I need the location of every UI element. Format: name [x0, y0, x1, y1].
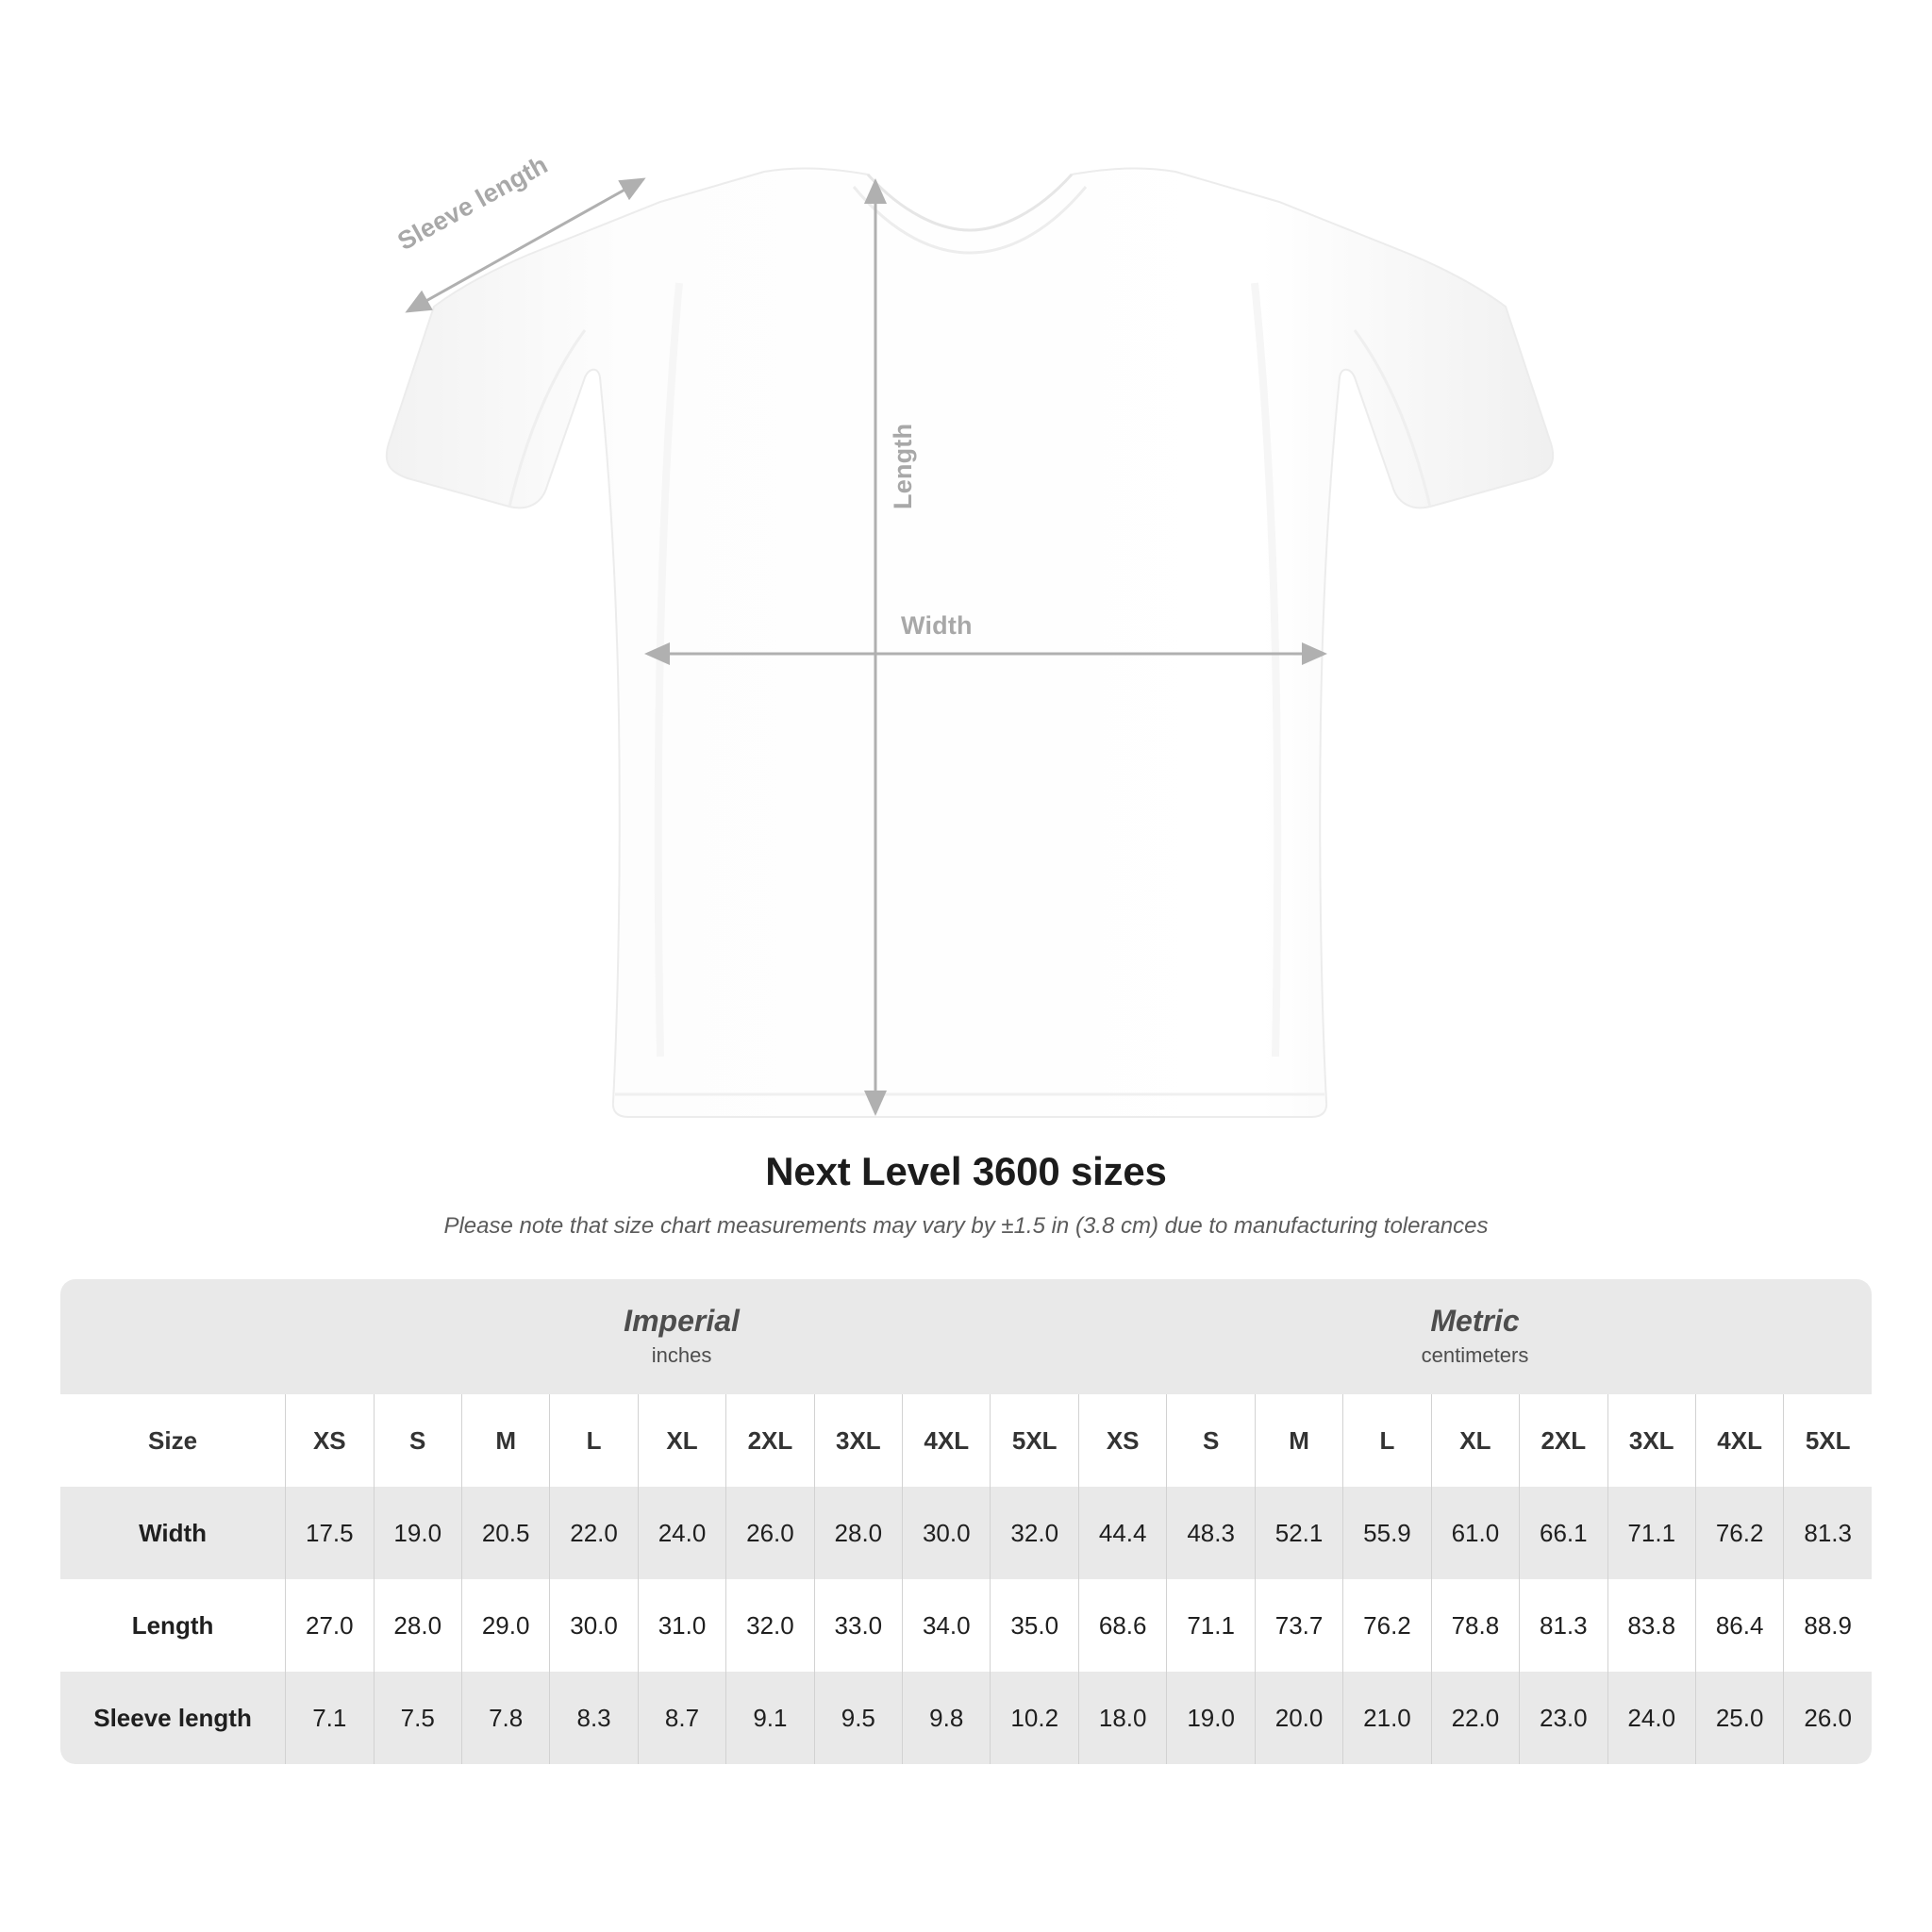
- cell-width: 44.4: [1078, 1487, 1166, 1579]
- tshirt-body: [387, 168, 1553, 1117]
- col-header-cell: 5XL: [990, 1394, 1078, 1487]
- cell-sleeve-length: 20.0: [1255, 1672, 1342, 1764]
- tshirt-shape: [387, 168, 1553, 1117]
- cell-length: 32.0: [725, 1579, 813, 1672]
- size-table: [60, 1279, 1872, 1764]
- table-row: [60, 1487, 1872, 1579]
- cell-sleeve-length: 10.2: [990, 1672, 1078, 1764]
- cell-width: 52.1: [1255, 1487, 1342, 1579]
- col-header-cell: L: [1342, 1394, 1430, 1487]
- cell-length: 78.8: [1431, 1579, 1519, 1672]
- col-header-cell: 3XL: [1607, 1394, 1695, 1487]
- cell-width: 48.3: [1166, 1487, 1254, 1579]
- cell-sleeve-length: 23.0: [1519, 1672, 1607, 1764]
- row-header-size: Size: [60, 1394, 285, 1487]
- cell-width: 28.0: [814, 1487, 902, 1579]
- cell-width: 32.0: [990, 1487, 1078, 1579]
- table-row: [60, 1579, 1872, 1672]
- col-header-cell: S: [374, 1394, 461, 1487]
- cell-sleeve-length: 7.5: [374, 1672, 461, 1764]
- cell-sleeve-length: 9.5: [814, 1672, 902, 1764]
- cell-sleeve-length: 7.1: [285, 1672, 373, 1764]
- cell-length: 76.2: [1342, 1579, 1430, 1672]
- unit-group-imperial-name: Imperial: [624, 1303, 740, 1338]
- cell-width: 20.5: [461, 1487, 549, 1579]
- sleeve-length-label: Sleeve length: [392, 150, 553, 257]
- cell-sleeve-length: 18.0: [1078, 1672, 1166, 1764]
- cell-length: 68.6: [1078, 1579, 1166, 1672]
- size-table-wrap: [60, 1279, 1872, 1764]
- unit-header-row: [60, 1279, 1872, 1394]
- cell-sleeve-length: 19.0: [1166, 1672, 1254, 1764]
- cell-length: 27.0: [285, 1579, 373, 1672]
- col-header-cell: L: [549, 1394, 637, 1487]
- col-header-cell: XS: [285, 1394, 373, 1487]
- cell-width: 66.1: [1519, 1487, 1607, 1579]
- unit-group-metric-name: Metric: [1430, 1303, 1520, 1338]
- cell-sleeve-length: 8.3: [549, 1672, 637, 1764]
- size-header-row: [60, 1394, 1872, 1487]
- cell-width: 71.1: [1607, 1487, 1695, 1579]
- cell-width: 55.9: [1342, 1487, 1430, 1579]
- cell-length: 30.0: [549, 1579, 637, 1672]
- cell-length: 31.0: [638, 1579, 725, 1672]
- cell-width: 17.5: [285, 1487, 373, 1579]
- unit-header-corner: [60, 1279, 285, 1394]
- cell-length: 73.7: [1255, 1579, 1342, 1672]
- cell-sleeve-length: 9.1: [725, 1672, 813, 1764]
- col-header-cell: 3XL: [814, 1394, 902, 1487]
- col-header-cell: XL: [638, 1394, 725, 1487]
- row-label-width: Width: [60, 1487, 285, 1579]
- cell-sleeve-length: 7.8: [461, 1672, 549, 1764]
- cell-sleeve-length: 22.0: [1431, 1672, 1519, 1764]
- cell-width: 76.2: [1695, 1487, 1783, 1579]
- length-label: Length: [889, 423, 917, 509]
- col-header-cell: XS: [1078, 1394, 1166, 1487]
- cell-length: 35.0: [990, 1579, 1078, 1672]
- col-header-cell: M: [461, 1394, 549, 1487]
- row-label-length: Length: [60, 1579, 285, 1672]
- cell-length: 71.1: [1166, 1579, 1254, 1672]
- cell-width: 24.0: [638, 1487, 725, 1579]
- cell-length: 33.0: [814, 1579, 902, 1672]
- cell-sleeve-length: 21.0: [1342, 1672, 1430, 1764]
- col-header-cell: 4XL: [1695, 1394, 1783, 1487]
- cell-sleeve-length: 9.8: [902, 1672, 990, 1764]
- cell-width: 26.0: [725, 1487, 813, 1579]
- col-header-cell: 2XL: [1519, 1394, 1607, 1487]
- cell-length: 34.0: [902, 1579, 990, 1672]
- row-label-sleeve-length: Sleeve length: [60, 1672, 285, 1764]
- cell-sleeve-length: 8.7: [638, 1672, 725, 1764]
- cell-length: 88.9: [1783, 1579, 1872, 1672]
- cell-length: 28.0: [374, 1579, 461, 1672]
- col-header-cell: 4XL: [902, 1394, 990, 1487]
- cell-sleeve-length: 26.0: [1783, 1672, 1872, 1764]
- cell-width: 81.3: [1783, 1487, 1872, 1579]
- col-header-cell: S: [1166, 1394, 1254, 1487]
- cell-width: 19.0: [374, 1487, 461, 1579]
- col-header-cell: XL: [1431, 1394, 1519, 1487]
- cell-length: 29.0: [461, 1579, 549, 1672]
- title-block: [0, 1149, 1932, 1240]
- cell-width: 30.0: [902, 1487, 990, 1579]
- width-label: Width: [901, 611, 973, 640]
- cell-width: 22.0: [549, 1487, 637, 1579]
- cell-sleeve-length: 25.0: [1695, 1672, 1783, 1764]
- col-header-cell: 2XL: [725, 1394, 813, 1487]
- col-header-cell: 5XL: [1783, 1394, 1872, 1487]
- unit-group-metric: [1078, 1279, 1872, 1394]
- cell-length: 86.4: [1695, 1579, 1783, 1672]
- table-row: [60, 1672, 1872, 1764]
- cell-length: 81.3: [1519, 1579, 1607, 1672]
- cell-sleeve-length: 24.0: [1607, 1672, 1695, 1764]
- unit-group-metric-sub: centimeters: [1421, 1343, 1529, 1368]
- tolerance-note: Please note that size chart measurements may vary by ±1.5 in (3.8 cm) due to manufacturing tolerances: [443, 1213, 1489, 1239]
- unit-group-imperial-sub: inches: [651, 1343, 712, 1368]
- unit-group-imperial: [285, 1279, 1078, 1394]
- page-title: Next Level 3600 sizes: [765, 1149, 1167, 1193]
- cell-length: 83.8: [1607, 1579, 1695, 1672]
- col-header-cell: M: [1255, 1394, 1342, 1487]
- cell-width: 61.0: [1431, 1487, 1519, 1579]
